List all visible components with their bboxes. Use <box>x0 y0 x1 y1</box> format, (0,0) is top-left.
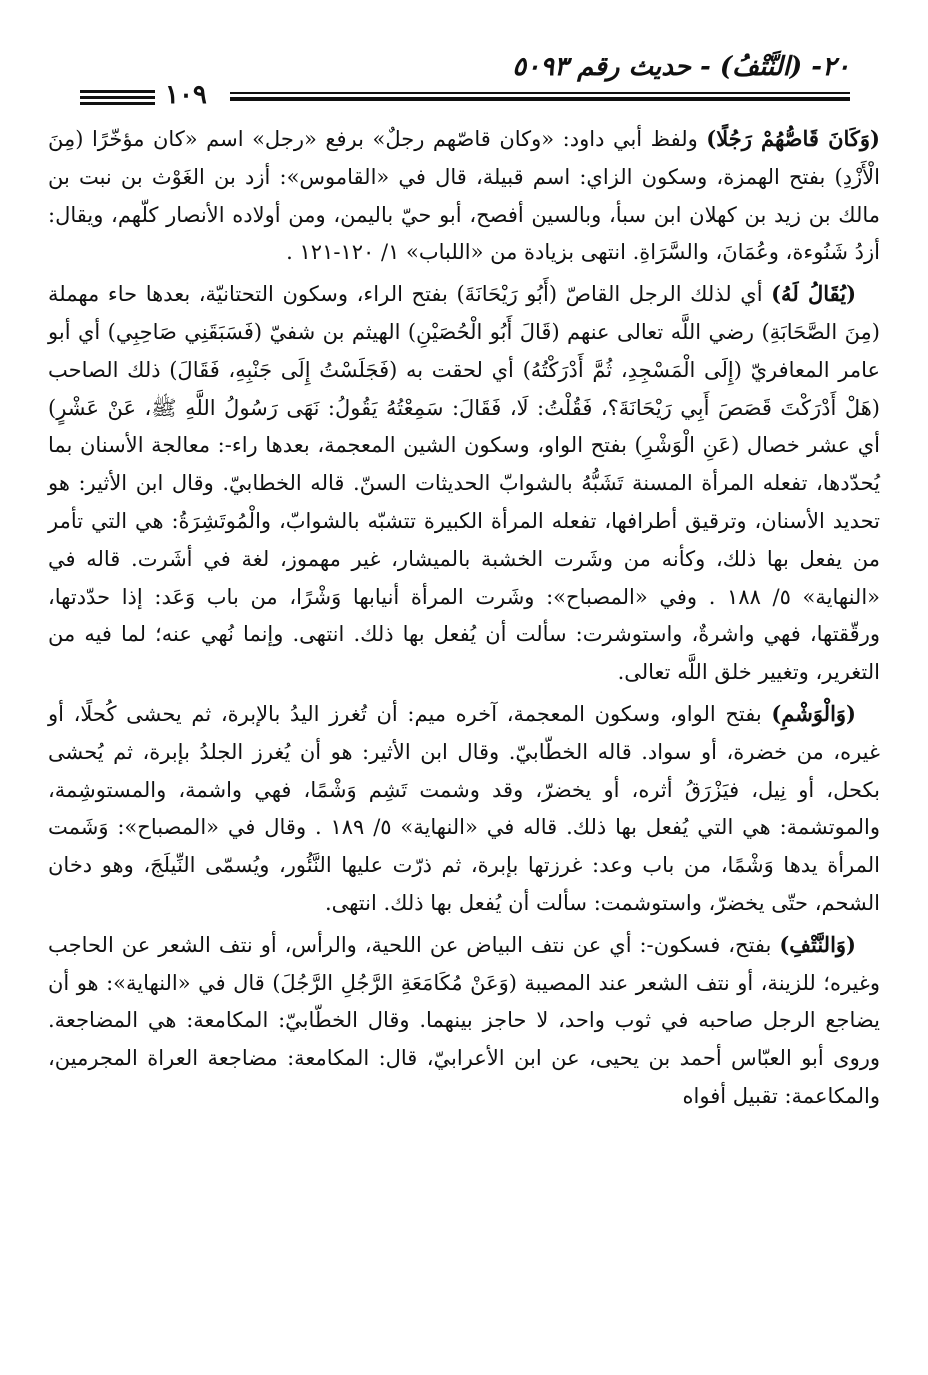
header-rule-thin <box>230 92 850 94</box>
text-washm: بفتح الواو، وسكون المعجمة، آخره ميم: أن تُغرز اليدُ بالإبرة، ثم يحشى كُحلًا، أو غيره، من خضرة، أو سواد. قاله الخطّابيّ. وقال ابن الأثير: هو أن يُغرز الجلدُ بإبرة، ثم يُحشى بكحل، أو نِيل، فيَزْرَقُ أثره، أو يخضرّ، وقد وشمت تَشِم وَشْمًا، فهي واشمة، والمستوشِمة، والموتشمة: هي التي يُفعل بها ذلك. قاله في «النهاية» ٥/ ١٨٩ . وقال في «المصباح»: وَشَمت المرأة يدها وَشْمًا، من باب وعد: غرزتها بإبرة، ثم ذرّت عليها النَّئُور، ويُسمّى النِّيلَجَ، وهو دخان الشحم، حتّى يخضرّ، واستوشمت: سألت أن يُفعل بها ذلك. انتهى. <box>48 701 880 915</box>
text-yuqal: أي لذلك الرجل القاصّ (أَبُو رَيْحَانَةَ) بفتح الراء، وسكون التحتانيّة، بعدها حاء مهملة (مِنَ الصَّحَابَةِ) رضي اللَّه تعالى عنهم (قَالَ أَبُو الْحُصَيْنِ) الهيثم بن شفيّ (فَسَبَقَنِي صَاحِبِي) أي أبو عامر المعافريّ (إِلَى الْمَسْجِدِ، ثُمَّ أَدْرَكْتُهُ) أي لحقت به (فَجَلَسْتُ إِلَى جَنْبِهِ، فَقَالَ) ذلك الصاحب (هَلْ أَدْرَكْتَ قَصَصَ أَبِي رَيْحَانَةَ؟، فَقُلْتُ: لَا، فَقَالَ: سَمِعْتُهُ يَقُولُ: نَهَى رَسُولُ اللَّهِ ﷺ، عَنْ عَشْرٍ) أي عشر خصال (عَنِ الْوَشْرِ) بفتح الواو، وسكون الشين المعجمة، بعدها راء-: معالجة الأسنان بما يُحدّدها، تفعله المرأة المسنة تَشَبُّهُ بالشوابّ الحديثات السنّ. قاله الخطابيّ. وقال ابن الأثير: هو تحديد الأسنان، وترقيق أطرافها، تفعله المرأة الكبيرة تتشبّه بالشوابّ، والْمُوتَشِرَةُ: هي التي تأمر من يفعل بها ذلك، وكأنه من وشَرت الخشبة بالميشار، غير مهموز، لغة في أشَرت. قاله في «النهاية» ٥/ ١٨٨ . وفي «المصباح»: وشَرت المرأة أنيابها وَشْرًا، من باب وَعَد: إذا حدّدتها، ورقّقتها، فهي واشرةٌ، واستوشرت: سألت أن يُفعل بها ذلك. انتهى. وإنما نُهي عنه؛ لما فيه من التغرير، وتغيير خلق اللَّه تعالى. <box>48 282 881 685</box>
paragraph-qass <box>48 120 880 272</box>
header-rule-left-3 <box>80 102 155 105</box>
running-title: ٢٠- (النَّتْفُ) - حديث رقم ٥٠٩٣ <box>512 52 850 82</box>
term-yuqal: (يُقَالُ لَهُ) <box>771 281 857 307</box>
page-header <box>80 50 850 110</box>
header-rule-left-2 <box>80 96 155 99</box>
commentary-body <box>48 120 880 1119</box>
text-qass: ولفظ أبي داود: «وكان قاصّهم رجلٌ» برفع «رجل» اسم «كان مؤخّرًا (مِنَ الْأَزْدِ) بفتح الهمزة، وسكون الزاي: اسم قبيلة، قال في «القاموس»: أزد بن الغَوْث بن نبت بن مالك بن زيد بن كهلان ابن سبأ، وبالسين أفصح، أبو حيّ باليمن، ومن أولاده الأنصار كلّهم، ويقال: أزدُ شَنُوءة، وعُمَانَ، والسَّرَاةِ. انتهى بزيادة من «اللباب» ١/ ١٢٠-١٢١ . <box>48 127 880 265</box>
page-number: ١٠٩ <box>165 80 207 110</box>
paragraph-washm <box>48 695 880 923</box>
term-qass: (وَكَانَ قَاصُّهُمْ رَجُلًا) <box>706 126 880 151</box>
term-washm: (وَالْوَشْمِ) <box>771 700 856 726</box>
term-natf: (وَالنَّتْفِ) <box>779 931 856 957</box>
header-rule-thick <box>230 97 850 101</box>
paragraph-natf <box>48 926 880 1116</box>
text-natf: بفتح، فسكون-: أي عن نتف البياض عن اللحية، والرأس، أو نتف الشعر عن الحاجب وغيره؛ للزينة، أو نتف الشعر عند المصيبة (وَعَنْ مُكَامَعَةِ الرَّجُلِ الرَّجُلَ) قال في «النهاية»: هو أن يضاجع الرجل صاحبه في ثوب واحد، لا حاجز بينهما. وقال الخطّابيّ: المكامعة: هي المضاجعة. وروى أبو العبّاس أحمد بن يحيى، عن ابن الأعرابيّ، قال: المكامعة: مضاجعة العراة المجرمين، والمكاعمة: تقبيل أفواه <box>48 932 880 1108</box>
header-rule-left-1 <box>80 90 155 93</box>
paragraph-yuqal <box>48 275 880 692</box>
